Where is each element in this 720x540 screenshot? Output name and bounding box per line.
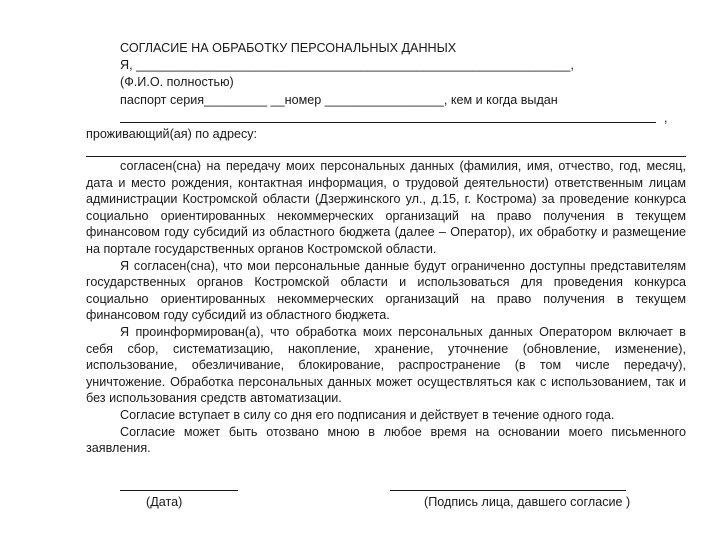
line-passport: паспорт серия_________ __номер _________________, кем и когда выдан xyxy=(120,93,558,107)
passport-issued-blank xyxy=(120,122,656,123)
line-full-name: Я, ______________________________________________________________, xyxy=(120,58,574,72)
date-label: (Дата) xyxy=(146,495,183,509)
date-blank xyxy=(120,490,238,491)
paragraph-revocation: Согласие может быть отозвано мною в любое время на основании моего письменного заявления. xyxy=(86,424,686,456)
line-address: проживающий(ая) по адресу: xyxy=(86,127,258,141)
signature-label: (Подпись лица, давшего согласие ) xyxy=(424,495,631,509)
document-title: СОГЛАСИЕ НА ОБРАБОТКУ ПЕРСОНАЛЬНЫХ ДАННЫХ xyxy=(120,41,457,55)
paragraph-limited-access: Я согласен(сна), что мои персональные данные будут ограниченно доступны представителям государственных органов Костромской области и использоваться для проведения конкурса социально ориентированных некоммерческих организаций на право получения в текущем финансовом году субсидий из областного бюджета. xyxy=(86,258,686,323)
paragraph-consent-transfer: согласен(сна) на передачу моих персональных данных (фамилия, имя, отчество, год, месяц, дата и место рождения, контактная информация, о трудовой деятельности) ответственным лицам администрации Костромской области (Дзержинского ул., д.15, г. Кострома) за проведение конкурса социально ориентированных некоммерческих организаций на право получения в текущем финансовом году субсидий из областного бюджета (далее – Оператор), их обработку и размещение на портале государственных органов Костромской области. xyxy=(86,159,686,256)
consent-body xyxy=(86,158,686,457)
paragraph-processing-info: Я проинформирован(а), что обработка моих персональных данных Оператором включает в себя сбор, систематизацию, накопление, хранение, уточнение (обновление, изменение), использование, обезличивание, блокирование, распространение (в том числе передачу), уничтожение. Обработка персональных данных может осуществляться как с использованием, так и без использования средств автоматизации. xyxy=(86,324,686,406)
address-blank xyxy=(86,156,686,157)
paragraph-validity: Согласие вступает в силу со дня его подписания и действует в течение одного года. xyxy=(120,407,615,422)
line-fio-caption: (Ф.И.О. полностью) xyxy=(120,75,234,89)
passport-blank-comma: , xyxy=(664,111,668,125)
signature-blank xyxy=(390,490,626,491)
